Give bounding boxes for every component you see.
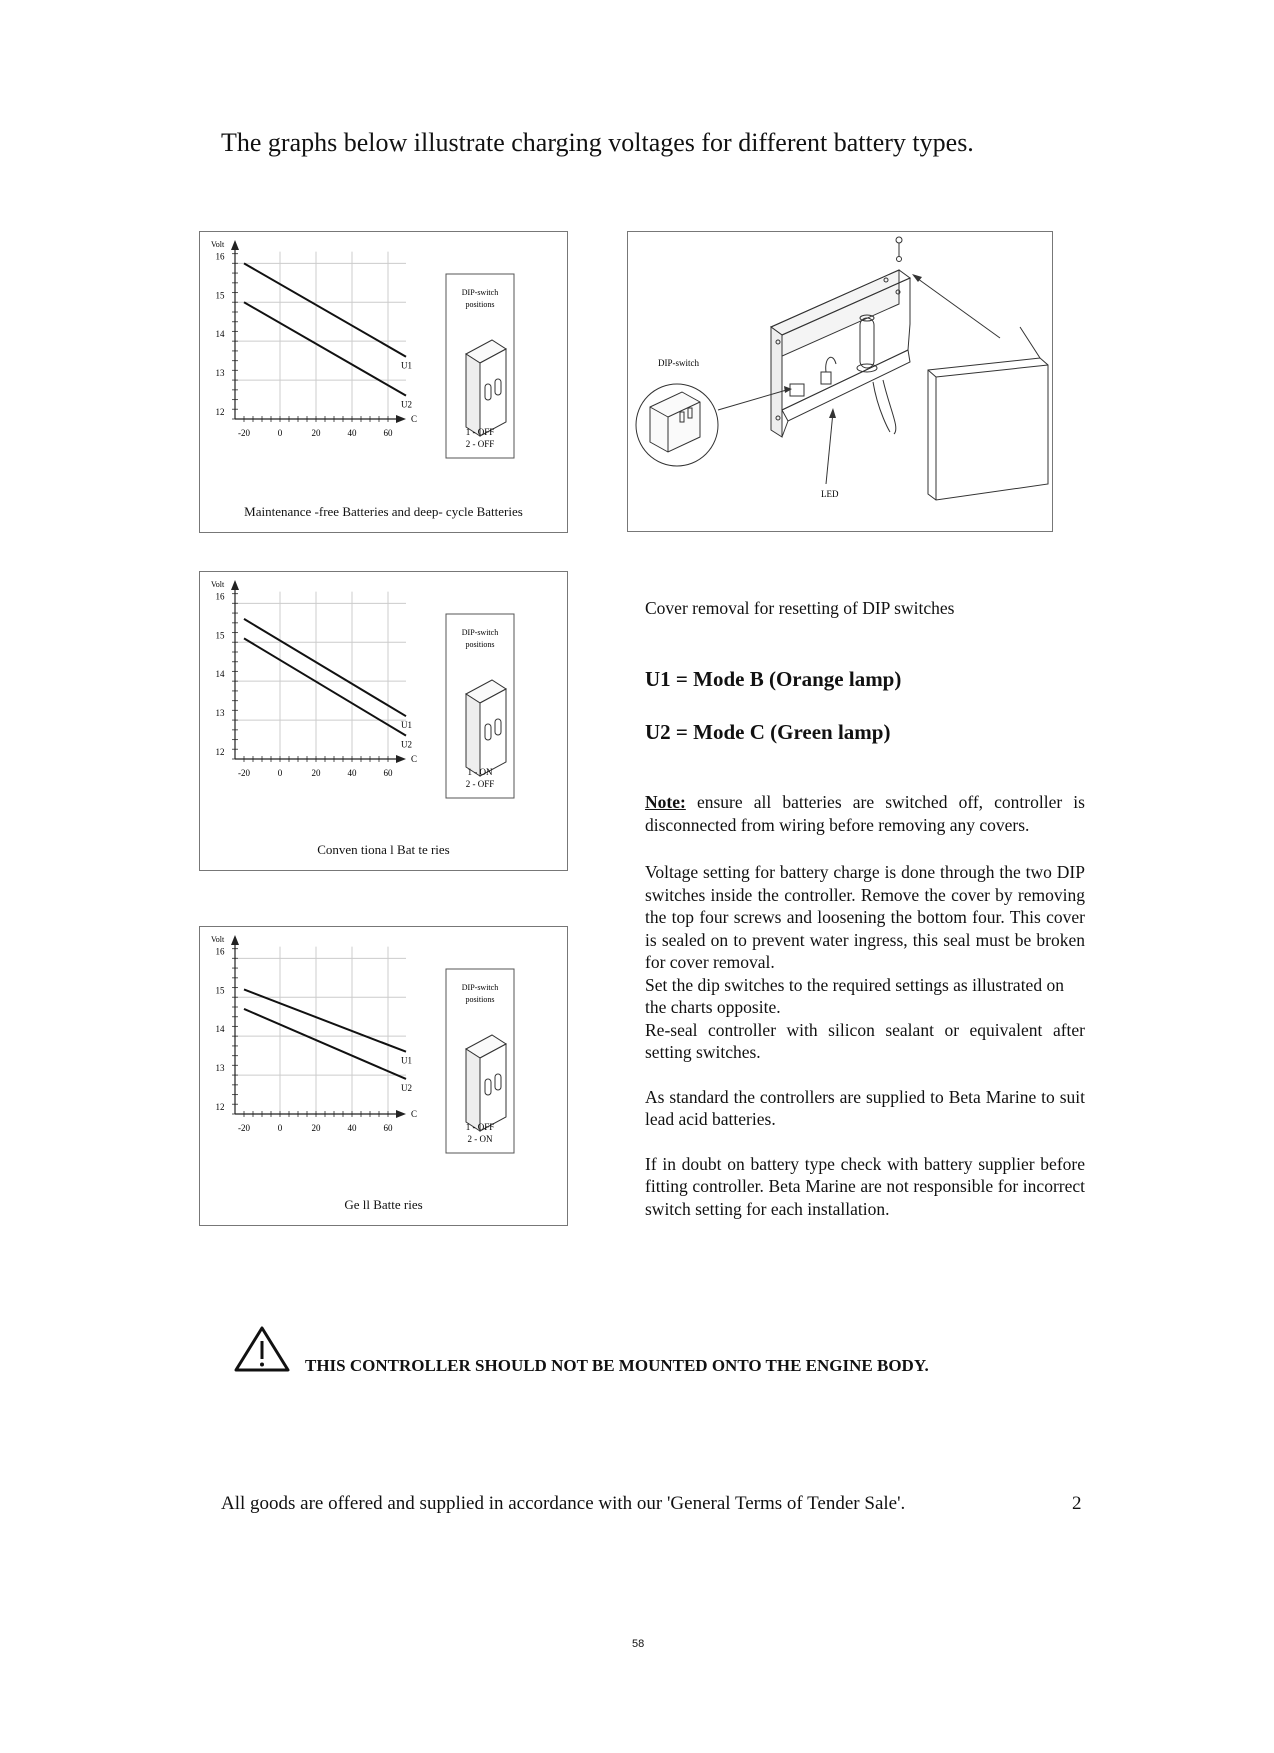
y-tick-label: 12 (215, 407, 225, 417)
dip-switch-1 (485, 724, 491, 740)
para-set-dip: Set the dip switches to the required settings as illustrated on the charts opposite. (645, 974, 1064, 1017)
warning-icon (233, 1325, 291, 1373)
note-paragraph (645, 791, 1085, 836)
y-tick-label: 13 (215, 1063, 225, 1074)
series-label-u1: U1 (401, 360, 412, 371)
y-tick-label: 15 (215, 985, 225, 996)
y-tick-label: 14 (215, 669, 225, 680)
series-line-u2 (244, 302, 406, 395)
y-tick-label: 15 (215, 290, 225, 301)
dip-block-front (480, 1044, 506, 1131)
series-line-u1 (244, 619, 406, 716)
y-tick-label: 14 (215, 1024, 225, 1035)
series-line-u1 (244, 263, 406, 356)
series-label-u2: U2 (401, 739, 412, 750)
screw-icon (896, 237, 902, 262)
dip-switch-2 (495, 379, 501, 395)
y-axis-arrow (231, 580, 239, 590)
dip-block-front (480, 349, 506, 436)
dip-block-side (466, 354, 480, 436)
series-label-u2: U2 (401, 1082, 412, 1093)
y-axis-label: Volt (211, 580, 225, 589)
x-tick-label: 0 (277, 768, 283, 778)
series-line-u2 (244, 638, 406, 735)
cover-panel (928, 327, 1048, 500)
para-doubt: If in doubt on battery type check with battery supplier before fitting controller. Beta Marine are not responsible for incorrect switch setting for each installation. (645, 1153, 1085, 1219)
y-axis-arrow (231, 240, 239, 250)
y-axis-label: Volt (211, 240, 225, 249)
x-tick-label: 40 (347, 1123, 357, 1133)
series-label-u1: U1 (401, 1055, 412, 1066)
dip-setting: 2 - OFF (465, 779, 495, 789)
x-tick-label: 0 (277, 428, 283, 438)
note-text: ensure all batteries are switched off, controller is disconnected from wiring before removing any covers. (645, 792, 1085, 835)
controller-diagram-panel (627, 231, 1053, 532)
chart-caption: Conven tiona l Bat te ries (317, 842, 450, 857)
dip-setting: 1 - ON (467, 767, 493, 777)
page-number: 58 (632, 1638, 645, 1650)
y-tick-label: 12 (215, 1102, 225, 1112)
dip-title: DIP-switch (461, 288, 499, 297)
x-tick-label: 40 (347, 428, 357, 438)
footer-page-number: 2 (1072, 1493, 1082, 1514)
x-tick-label: -20 (238, 1123, 250, 1133)
x-tick-label: 0 (277, 1123, 283, 1133)
instructions (645, 861, 1085, 1220)
x-tick-label: -20 (238, 768, 250, 778)
x-tick-label: 20 (311, 428, 321, 438)
y-tick-label: 12 (215, 747, 225, 757)
y-tick-label: 16 (215, 946, 225, 957)
y-tick-label: 16 (215, 591, 225, 602)
chart-panel-1 (199, 231, 568, 533)
x-axis-arrow (396, 415, 406, 423)
dip-block-front (480, 689, 506, 776)
dip-title: positions (465, 640, 495, 649)
dip-setting: 1 - OFF (465, 427, 495, 437)
note-label: Note: (645, 792, 686, 812)
dip-switch-1 (485, 384, 491, 400)
mode-u2: U2 = Mode C (Green lamp) (645, 720, 891, 744)
chart-panel-2 (199, 571, 568, 871)
chart-panel-3 (199, 926, 568, 1226)
dip-switch-label: DIP-switch (658, 358, 699, 368)
x-tick-label: 60 (383, 768, 393, 778)
chart-maintenance-free (200, 232, 567, 532)
x-tick-label: 40 (347, 768, 357, 778)
x-tick-label: 20 (311, 1123, 321, 1133)
led-arrow-head (829, 408, 836, 418)
chart-conventional (200, 572, 567, 870)
para-standard: As standard the controllers are supplied to Beta Marine to suit lead acid batteries. (645, 1086, 1085, 1129)
series-label-u1: U1 (401, 720, 412, 731)
y-axis-label: Volt (211, 935, 225, 944)
dip-title: DIP-switch (461, 983, 499, 992)
footer-terms: All goods are offered and supplied in accordance with our 'General Terms of Tender Sale'. (221, 1493, 906, 1514)
mode-u1: U1 = Mode B (Orange lamp) (645, 667, 902, 691)
dip-block-side (466, 694, 480, 776)
x-tick-label: 60 (383, 428, 393, 438)
y-tick-label: 13 (215, 368, 225, 379)
dip-setting: 2 - OFF (465, 439, 495, 449)
chart-gell (200, 927, 567, 1225)
dip-switch-1 (485, 1079, 491, 1095)
dip-setting: 1 - OFF (465, 1122, 495, 1132)
y-tick-label: 14 (215, 329, 225, 340)
chart-caption: Maintenance -free Batteries and deep- cycle Batteries (244, 504, 523, 519)
dip-setting: 2 - ON (467, 1134, 493, 1144)
controller-diagram (628, 232, 1052, 531)
arrow-line (914, 276, 1000, 338)
x-axis-label: C (411, 1109, 418, 1119)
para-voltage-setting: Voltage setting for battery charge is done through the two DIP switches inside the controller. Remove the cover by removing the top four screws and loosening the bottom four. This cover is sealed on to prevent water ingress, this seal must be broken for cover removal. (645, 862, 1085, 972)
series-label-u2: U2 (401, 399, 412, 410)
para-reseal: Re-seal controller with silicon sealant or equivalent after setting switches. (645, 1019, 1085, 1062)
chart-caption: Ge ll Batte ries (344, 1197, 423, 1212)
dip-title: DIP-switch (461, 628, 499, 637)
x-axis-arrow (396, 1110, 406, 1118)
led-label: LED (821, 489, 839, 499)
warning-text: THIS CONTROLLER SHOULD NOT BE MOUNTED ONTO THE ENGINE BODY. (305, 1356, 929, 1375)
dip-switch-zoom (636, 384, 790, 466)
dip-title: positions (465, 995, 495, 1004)
y-tick-label: 15 (215, 630, 225, 641)
y-tick-label: 16 (215, 251, 225, 262)
dip-title: positions (465, 300, 495, 309)
x-tick-label: 20 (311, 768, 321, 778)
x-axis-arrow (396, 755, 406, 763)
dip-switch-2 (495, 1074, 501, 1090)
x-tick-label: 60 (383, 1123, 393, 1133)
dip-arrow-head (784, 386, 792, 393)
dip-switch-2 (495, 719, 501, 735)
dip-block-side (466, 1049, 480, 1131)
controller-body (771, 270, 910, 437)
led-leader (826, 412, 833, 484)
y-tick-label: 13 (215, 708, 225, 719)
x-axis-label: C (411, 754, 418, 764)
series-line-u1 (244, 989, 406, 1051)
series-line-u2 (244, 1009, 406, 1079)
x-axis-label: C (411, 414, 418, 424)
page-heading: The graphs below illustrate charging voltages for different battery types. (221, 128, 974, 157)
y-axis-arrow (231, 935, 239, 945)
cover-caption: Cover removal for resetting of DIP switches (645, 598, 955, 618)
x-tick-label: -20 (238, 428, 250, 438)
